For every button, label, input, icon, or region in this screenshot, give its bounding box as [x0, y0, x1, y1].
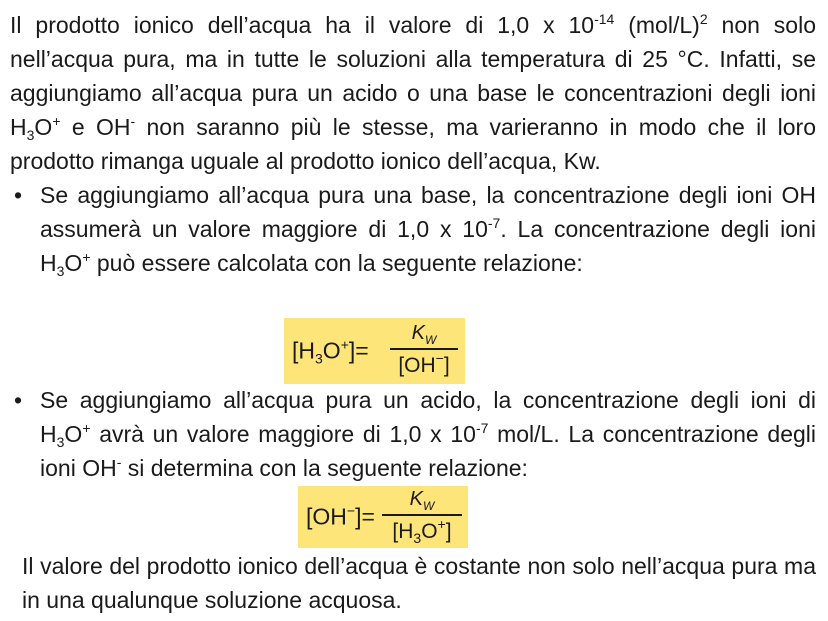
exponent: -7: [487, 215, 501, 231]
formula-fraction: [390, 320, 458, 380]
intro-text: e OH: [60, 114, 131, 140]
subscript: 3: [26, 127, 35, 143]
superscript: -: [130, 113, 136, 129]
exponent: 2: [699, 11, 708, 27]
intro-text: Il prodotto ionico dell’acqua ha il valore di 1,0 x 10: [10, 12, 595, 38]
formula-lhs: $[H_3O^+]=$: [292, 336, 369, 367]
bullet-base-text: Se aggiungiamo all’acqua pura una base, la concentrazione degli ioni OH assumerà un valore maggiore di 1,0 x $10^{-7}$. La concentrazione degli ioni $H_3O^+$ può essere calcolata con la seguente relazione:: [40, 182, 816, 279]
intro-paragraph: [10, 8, 816, 178]
formula-denominator: $[H_3O^+]$: [392, 516, 452, 546]
subscript: 3: [56, 434, 65, 450]
bullet-marker: •: [14, 182, 23, 208]
subscript: 3: [56, 263, 65, 279]
bullet-marker: •: [14, 387, 23, 413]
fraction-line: [382, 514, 462, 516]
formula-lhs: [OH−]=: [306, 502, 375, 530]
formula-denominator: [OH−]: [398, 350, 450, 377]
formula-numerator: $K_W$: [409, 488, 435, 513]
superscript: -: [116, 454, 122, 470]
exponent: -14: [594, 11, 615, 27]
intro-text: non saranno più le stesse, ma varieranno in modo che il loro prodotto rimanga uguale al prodotto ionico dell’acqua, Kw.: [10, 114, 816, 174]
formula-oh-concentration: [298, 486, 468, 548]
formula-fraction: [382, 486, 462, 546]
exponent: -7: [475, 420, 489, 436]
superscript: +: [82, 249, 91, 265]
formula-h3o-concentration: [284, 318, 465, 384]
fraction-line: [390, 348, 458, 350]
bullet-acid-text: Se aggiungiamo all’acqua pura un acido, la concentrazione degli ioni di $H_3O^+$ avrà un valore maggiore di 1,0 x $10^{-7}$ mol/L. La concentrazione degli ioni OH- si determina con la seguente relazione:: [40, 387, 816, 481]
intro-text: O: [34, 114, 53, 140]
intro-text: non solo nell’acqua pura, ma in tutte le soluzioni alla temperatura di 25 °C. Infatti, se aggiungiamo all’acqua pura un acido o una base le concentrazioni degli ioni H: [10, 12, 817, 140]
intro-text: (mol/L): [614, 12, 700, 38]
outro-paragraph: Il valore del prodotto ionico dell’acqua è costante non solo nell’acqua pura ma in una qualunque soluzione acquosa.: [22, 553, 816, 613]
formula-numerator: $K_W$: [411, 322, 437, 347]
superscript: +: [52, 113, 61, 129]
superscript: +: [82, 420, 91, 436]
